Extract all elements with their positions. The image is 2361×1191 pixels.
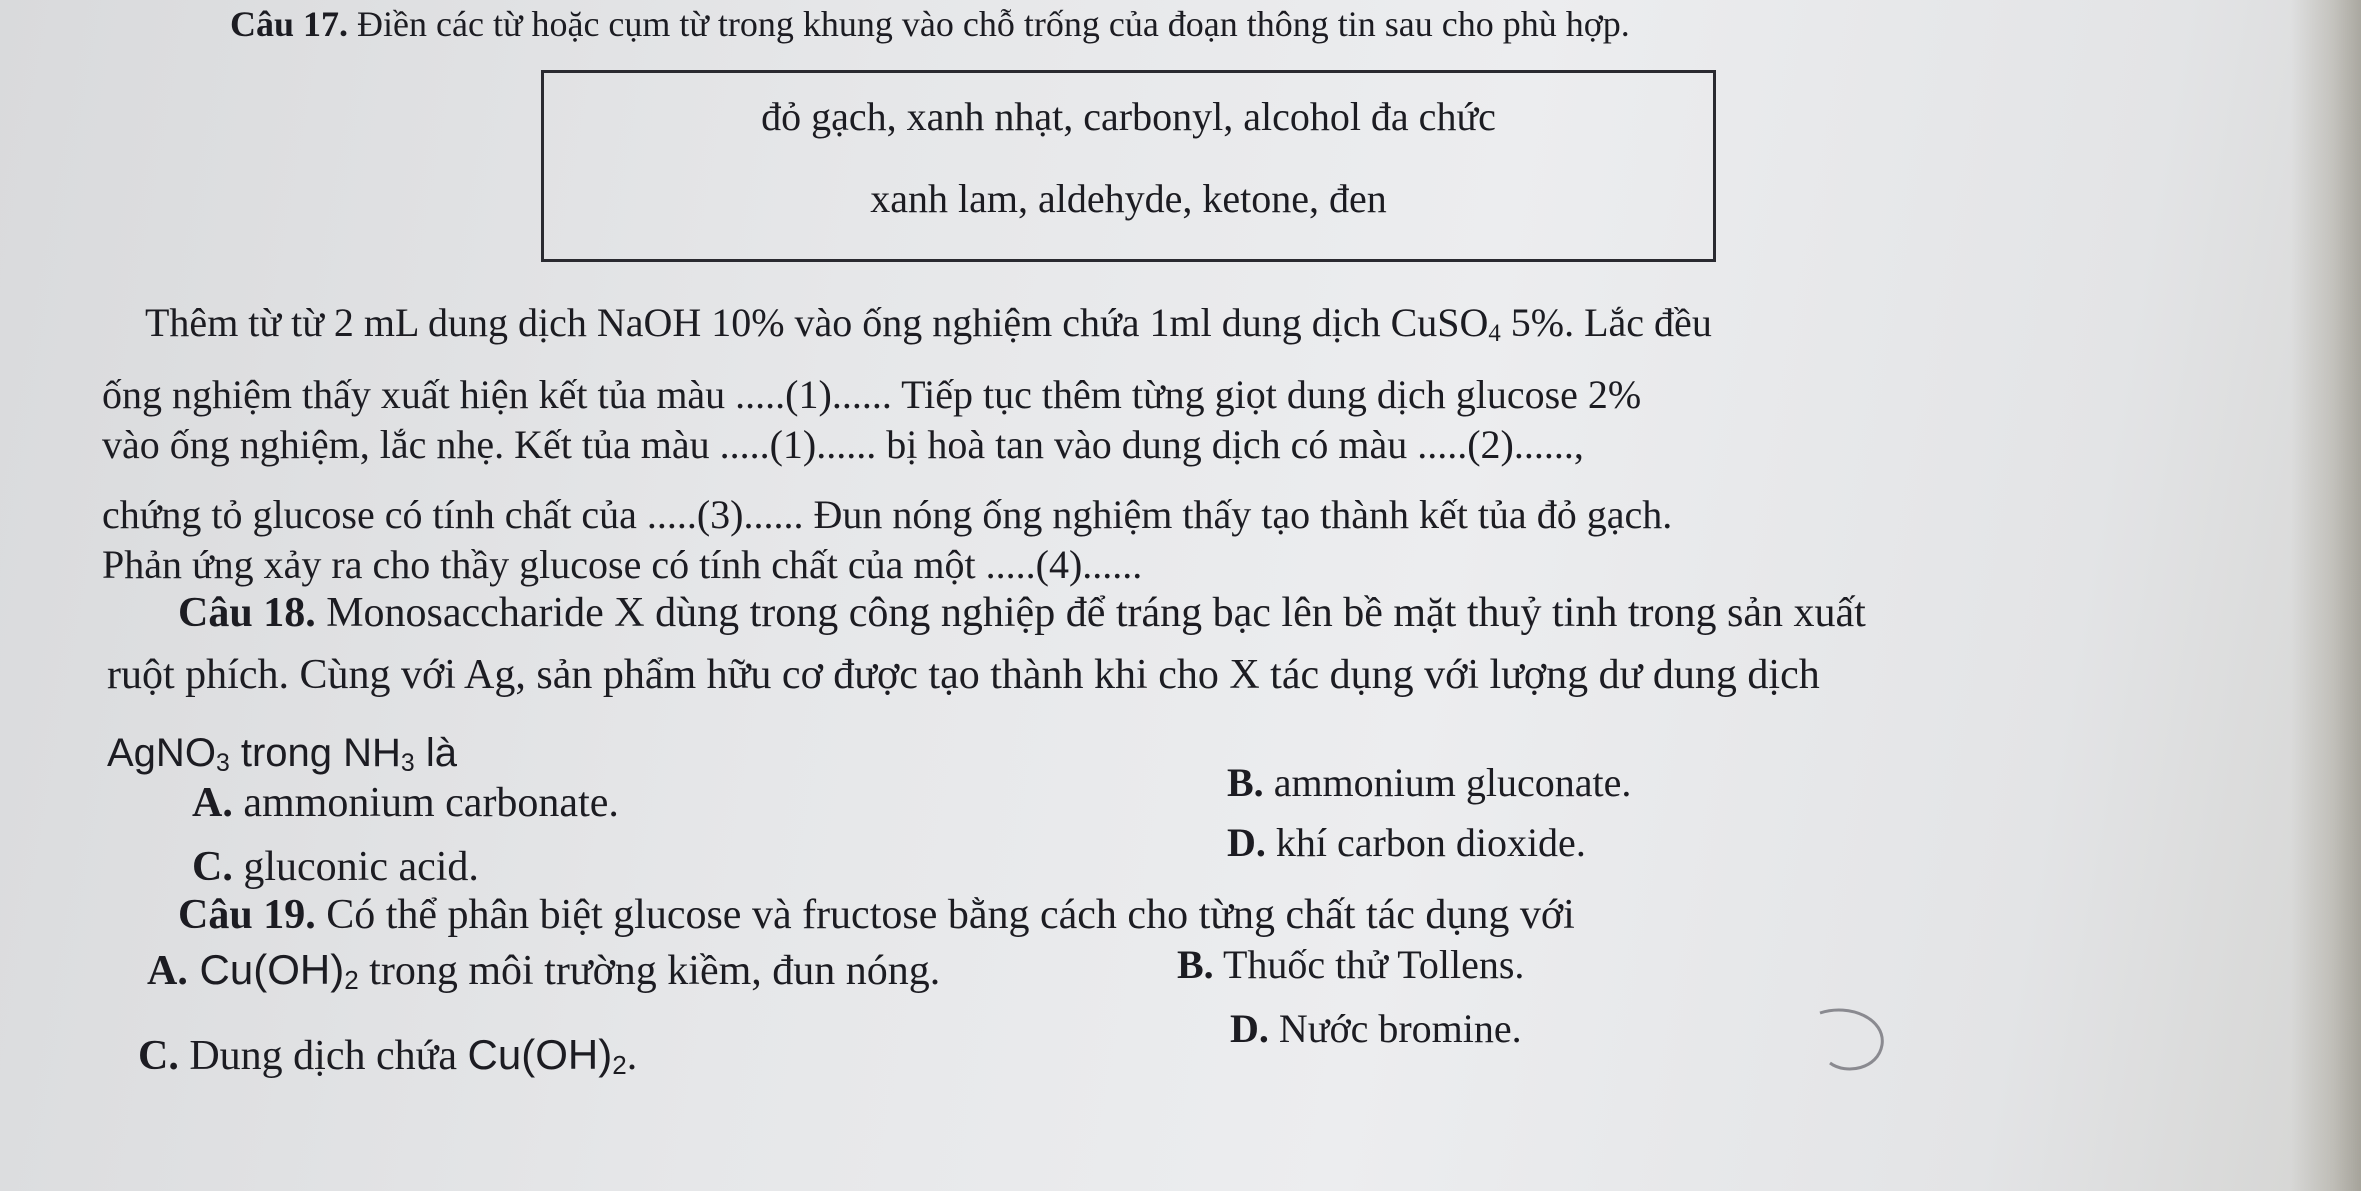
q18-stem-1: Monosaccharide X dùng trong công nghiệp để tráng bạc lên bề mặt thuỷ tinh trong sản xuất xyxy=(315,590,1866,636)
q19-option-a-sub: 2 xyxy=(344,965,359,996)
q18-option-a-label: A. xyxy=(192,780,233,826)
q19-option-c xyxy=(138,1030,637,1090)
q17-p1-end: 5%. Lắc đều xyxy=(1500,300,1712,345)
q18-option-b-label: B. xyxy=(1227,760,1264,805)
q17-header xyxy=(230,2,1630,46)
q18-option-c-label: C. xyxy=(192,844,233,890)
q17-p1-subscript: 4 xyxy=(1488,319,1501,347)
q18-nh3-sub: 3 xyxy=(400,749,415,777)
q19-option-b-text: Thuốc thử Tollens. xyxy=(1213,942,1525,987)
q18-option-b xyxy=(1227,758,1631,808)
word-bank-line-1: đỏ gạch, xanh nhạt, carbonyl, alcohol đa chức xyxy=(761,94,1496,139)
q18-option-a-text: ammonium carbonate. xyxy=(232,780,619,826)
q17-label: Câu 17. xyxy=(230,4,349,44)
q18-la: là xyxy=(414,731,457,775)
q19-stem xyxy=(178,890,1575,940)
q19-option-a-label: A. xyxy=(147,948,188,994)
pencil-circle-mark xyxy=(1810,1005,1890,1077)
q19-label: Câu 19. xyxy=(178,892,316,938)
q18-trong-nh: trong NH xyxy=(229,731,401,775)
q18-agno3-sub: 3 xyxy=(215,749,230,777)
q17-prompt: Điền các từ hoặc cụm từ trong khung vào chỗ trống của đoạn thông tin sau cho phù hợp. xyxy=(357,4,1630,44)
q19-stem-text: Có thể phân biệt glucose và fructose bằng cách cho từng chất tác dụng với xyxy=(315,892,1575,938)
q17-p1-text: Thêm từ từ 2 mL dung dịch NaOH 10% vào ống nghiệm chứa 1ml dung dịch CuSO xyxy=(145,300,1489,345)
q18-agno3: AgNO xyxy=(107,731,216,775)
q17-paragraph-line-3: vào ống nghiệm, lắc nhẹ. Kết tủa màu .....(1)...... bị hoà tan vào dung dịch có màu .....(2)......, xyxy=(102,422,1584,467)
q19-option-c-text: Dung dịch chứa xyxy=(178,1033,468,1079)
q17-paragraph-line-4: chứng tỏ glucose có tính chất của .....(3)...... Đun nóng ống nghiệm thấy tạo thành kết tủa đỏ gạch. xyxy=(102,492,1673,537)
q18-stem-line-1 xyxy=(178,588,1866,638)
q19-option-a-formula: Cu(OH) xyxy=(187,946,345,993)
q19-option-a-text: trong môi trường kiềm, đun nóng. xyxy=(358,948,941,994)
q18-option-c xyxy=(192,842,479,892)
q19-option-d-text: Nước bromine. xyxy=(1268,1006,1522,1051)
q18-stem-line-2: ruột phích. Cùng với Ag, sản phẩm hữu cơ được tạo thành khi cho X tác dụng với lượng dư dung dịch xyxy=(107,652,1820,698)
q18-option-d xyxy=(1227,818,1586,868)
word-bank-box xyxy=(541,70,1716,262)
q17-paragraph-line-2: ống nghiệm thấy xuất hiện kết tủa màu .....(1)...... Tiếp tục thêm từng giọt dung dịch glucose 2% xyxy=(102,372,1642,417)
q17-paragraph-line-1 xyxy=(145,298,1712,359)
q18-option-d-text: khí carbon dioxide. xyxy=(1265,820,1586,865)
q19-option-c-sub: 2 xyxy=(612,1050,627,1081)
q19-option-b-label: B. xyxy=(1177,942,1214,987)
q19-option-b xyxy=(1177,940,1524,990)
q19-option-d xyxy=(1230,1004,1522,1054)
q19-option-c-end: . xyxy=(626,1033,638,1079)
word-bank-line-2: xanh lam, aldehyde, ketone, đen xyxy=(870,176,1387,221)
q18-label: Câu 18. xyxy=(178,590,316,636)
q19-option-c-label: C. xyxy=(138,1033,179,1079)
q18-option-d-label: D. xyxy=(1227,820,1266,865)
q17-paragraph-line-5: Phản ứng xảy ra cho thầy glucose có tính chất của một .....(4)...... xyxy=(102,542,1143,587)
q18-option-a xyxy=(192,778,619,828)
q19-option-c-formula: Cu(OH) xyxy=(467,1031,613,1078)
q19-option-a xyxy=(147,945,940,1005)
q18-option-c-text: gluconic acid. xyxy=(232,844,479,890)
q18-option-b-text: ammonium gluconate. xyxy=(1263,760,1632,805)
q19-option-d-label: D. xyxy=(1230,1006,1269,1051)
page-edge-shadow xyxy=(2291,0,2361,1191)
